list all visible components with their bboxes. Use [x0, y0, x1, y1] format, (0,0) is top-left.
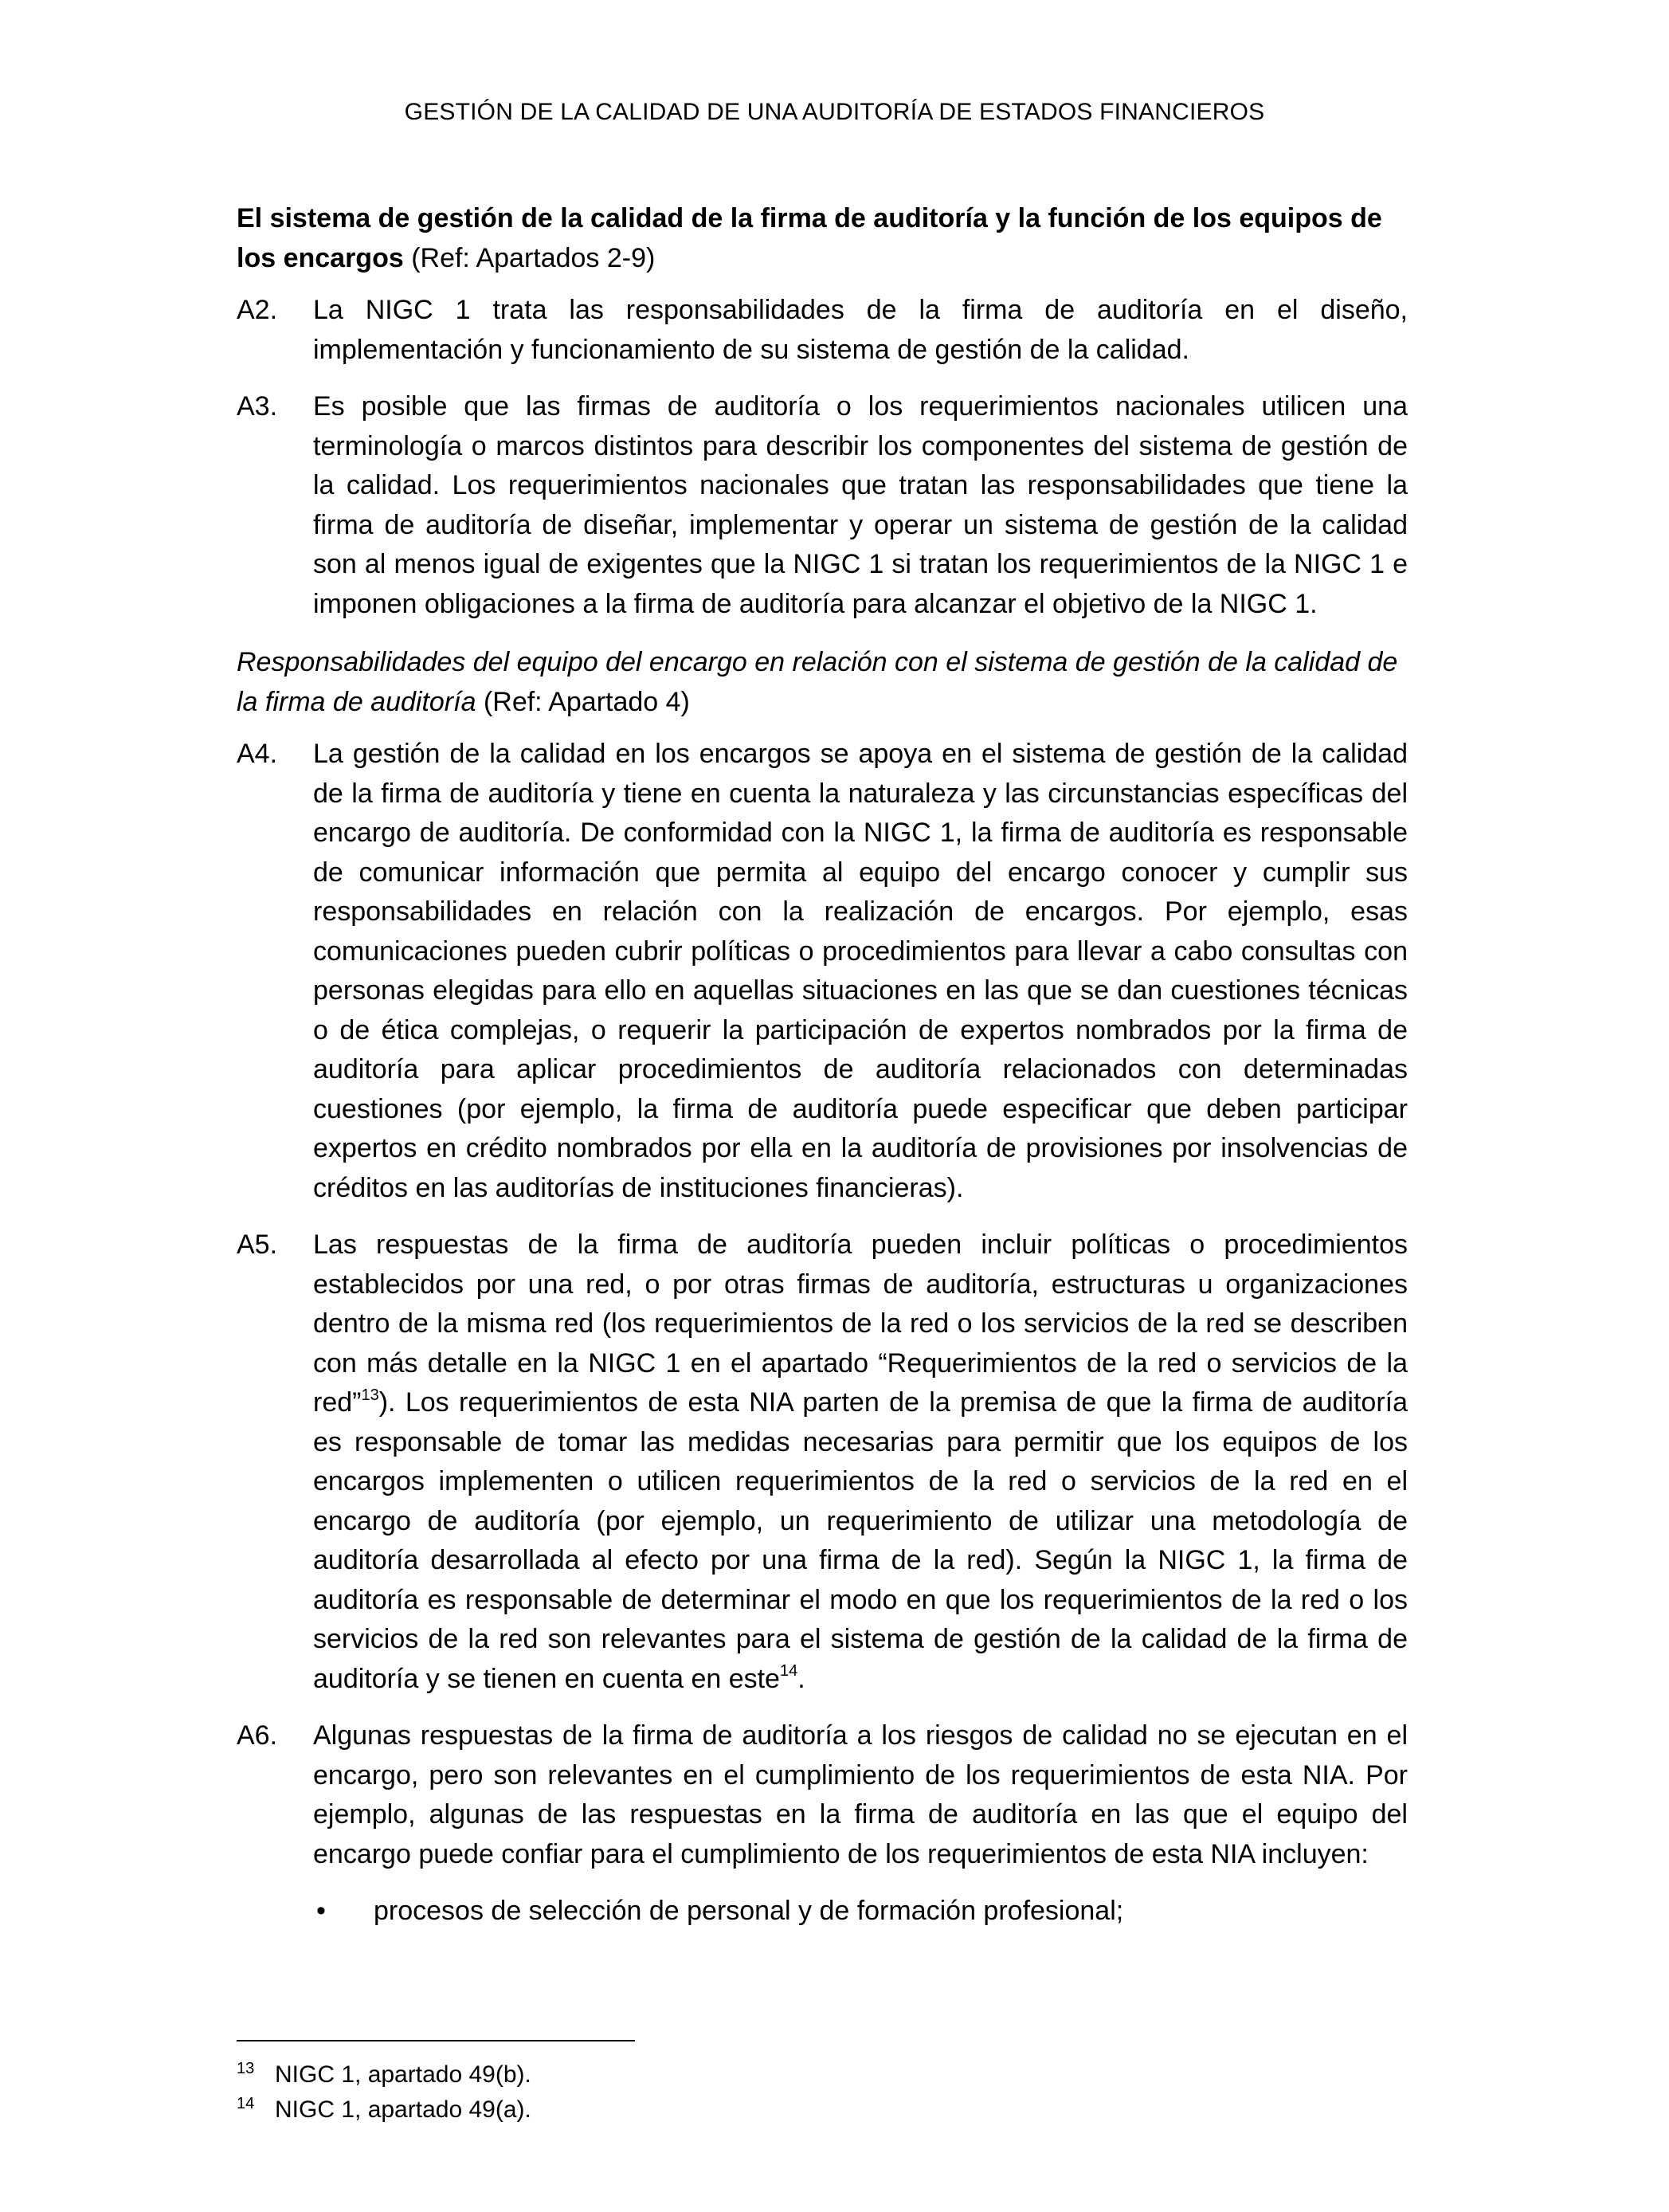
paragraph-text-part: ). Los requerimientos de esta NIA parten de la premisa de que la firma de auditoría es responsable de tomar las medidas necesarias para permitir que los equipos de los encargos implementen o utilicen requerimientos de la red o servicios de la red en el encargo de auditoría (por ejemplo, un requerimiento de utilizar una metodología de auditoría desarrollada al efecto por una firma de la red). Según la NIGC 1, la firma de auditoría es responsable de determinar el modo en que los requerimientos de la red o los servicios de la red son relevantes para el sistema de gestión de la calidad de la firma de auditoría y se tienen en cuenta en este	[313, 1387, 1408, 1694]
paragraph-text: Algunas respuestas de la firma de auditoría a los riesgos de calidad no se ejecutan en el encargo, pero son relevantes en el cumplimiento de los requerimientos de esta NIA. Por ejemplo, algunas de las respuestas en la firma de auditoría en las que el equipo del encargo puede confiar para el cumplimiento de los requerimientos de esta NIA incluyen:	[313, 1720, 1408, 1869]
paragraph-a2	[237, 291, 1408, 370]
footnote-reference[interactable]: 14	[779, 1662, 798, 1681]
subsection-heading	[237, 643, 1408, 722]
paragraph-text-part: Las respuestas de la firma de auditoría pueden incluir políticas o procedimientos establecidos por una red, o por otras firmas de auditoría, estructuras u organizaciones dentro de la misma red (los requerimientos de la red o los servicios de la red se describen con más detalle en la NIGC 1 en el apartado “Requerimientos de la red o servicios de la red”	[313, 1230, 1408, 1418]
footnote-reference[interactable]: 13	[361, 1386, 379, 1404]
list-item-text: procesos de selección de personal y de formación profesional;	[374, 1896, 1124, 1926]
paragraph-number: A4.	[237, 739, 278, 769]
paragraph-text: La NIGC 1 trata las responsabilidades de la firma de auditoría en el diseño, implementación y funcionamiento de su sistema de gestión de la calidad.	[313, 295, 1408, 365]
paragraph-text	[313, 1226, 1408, 1699]
paragraph-a5	[237, 1226, 1408, 1699]
footnote-number: 14	[237, 2095, 255, 2112]
running-header: GESTIÓN DE LA CALIDAD DE UNA AUDITORÍA DE ESTADOS FINANCIEROS	[404, 99, 1265, 125]
footnote-text: NIGC 1, apartado 49(b).	[275, 2061, 531, 2088]
paragraph-a4	[237, 735, 1408, 1208]
paragraph-a6	[237, 1716, 1408, 1874]
footnotes	[237, 2057, 531, 2128]
page-body	[237, 199, 1408, 1932]
paragraph-number: A6.	[237, 1720, 278, 1751]
subsection-heading-title: Responsabilidades del equipo del encargo en relación con el sistema de gestión de la calidad de la firma de auditoría	[237, 647, 1398, 717]
paragraph-text: Es posible que las firmas de auditoría o los requerimientos nacionales utilicen una terminología o marcos distintos para describir los componentes del sistema de gestión de la calidad. Los requerimientos nacionales que tratan las responsabilidades que tiene la firma de auditoría de diseñar, implementar y operar un sistema de gestión de la calidad son al menos igual de exigentes que la NIGC 1 si tratan los requerimientos de la NIGC 1 e imponen obligaciones a la firma de auditoría para alcanzar el objetivo de la NIGC 1.	[313, 391, 1408, 619]
paragraph-text-part: .	[797, 1663, 805, 1694]
paragraph-number: A3.	[237, 391, 278, 422]
footnote-separator	[237, 2040, 635, 2041]
footnote-number: 13	[237, 2060, 255, 2077]
section-heading-ref: (Ref: Apartados 2-9)	[403, 242, 656, 273]
paragraph-text: La gestión de la calidad en los encargos se apoya en el sistema de gestión de la calidad de la firma de auditoría y tiene en cuenta la naturaleza y las circunstancias específicas del encargo de auditoría. De conformidad con la NIGC 1, la firma de auditoría es responsable de comunicar información que permita al equipo del encargo conocer y cumplir sus responsabilidades en relación con la realización de encargos. Por ejemplo, esas comunicaciones pueden cubrir políticas o procedimientos para llevar a cabo consultas con personas elegidas para ello en aquellas situaciones en las que se dan cuestiones técnicas o de ética complejas, o requerir la participación de expertos nombrados por la firma de auditoría para aplicar procedimientos de auditoría relacionados con determinadas cuestiones (por ejemplo, la firma de auditoría puede especificar que deben participar expertos en crédito nombrados por ella en la auditoría de provisiones por insolvencias de créditos en las auditorías de instituciones financieras).	[313, 739, 1408, 1203]
paragraph-number: A5.	[237, 1230, 278, 1260]
list-item	[313, 1892, 1408, 1932]
footnote-text: NIGC 1, apartado 49(a).	[275, 2096, 531, 2123]
paragraph-a3	[237, 387, 1408, 624]
bullet-icon: •	[316, 1896, 326, 1926]
section-heading	[237, 199, 1408, 278]
footnote-14	[237, 2092, 531, 2128]
section-heading-title: El sistema de gestión de la calidad de la firma de auditoría y la función de los equipos de los encargos	[237, 203, 1382, 273]
paragraph-number: A2.	[237, 295, 278, 325]
footnote-13	[237, 2057, 531, 2092]
subsection-heading-ref: (Ref: Apartado 4)	[476, 686, 690, 717]
